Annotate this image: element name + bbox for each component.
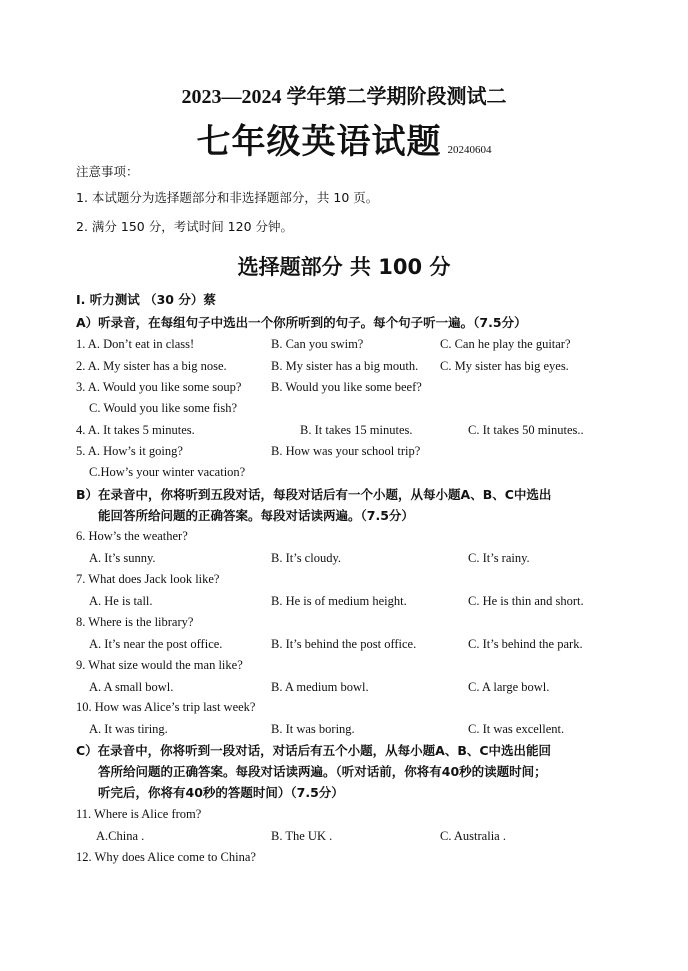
- q9-option-a: A. A small bowl.: [89, 680, 174, 694]
- note-item-2: 2. 满分 150 分，考试时间 120 分钟。: [76, 219, 294, 234]
- q10-option-b: B. It was boring.: [271, 722, 355, 736]
- q2-option-c: C. My sister has big eyes.: [440, 359, 569, 373]
- section-title: 选择题部分 共 100 分: [237, 255, 451, 279]
- q3-option-a: 3. A. Would you like some soup?: [76, 380, 242, 394]
- note-item-1: 1. 本试题分为选择题部分和非选择题部分，共 10 页。: [76, 190, 379, 205]
- q4-option-a: 4. A. It takes 5 minutes.: [76, 423, 195, 437]
- q7-question: 7. What does Jack look like?: [76, 572, 220, 586]
- partB-instruction-line1: B）在录音中，你将听到五段对话，每段对话后有一个小题，从每小题A、B、C中选出: [76, 487, 552, 502]
- q4-option-c: C. It takes 50 minutes..: [468, 423, 584, 437]
- exam-subtitle-row: [0, 114, 688, 163]
- q11-option-b: B. The UK .: [271, 829, 333, 843]
- q8-question: 8. Where is the library?: [76, 615, 194, 629]
- q8-option-c: C. It’s behind the park.: [468, 637, 583, 651]
- q11-option-a: A.China .: [96, 829, 145, 843]
- partB-instruction-line2: 能回答所给问题的正确答案。每段对话读两遍。（7.5分）: [98, 508, 414, 523]
- q7-option-b: B. He is of medium height.: [271, 594, 407, 608]
- q6-option-a: A. It’s sunny.: [89, 551, 156, 565]
- q7-option-a: A. He is tall.: [89, 594, 153, 608]
- q1-option-c: C. Can he play the guitar?: [440, 337, 571, 351]
- q5-option-c: C.How’s your winter vacation?: [89, 465, 246, 479]
- exam-title: 2023—2024 学年第二学期阶段测试二: [181, 86, 507, 108]
- q10-question: 10. How was Alice’s trip last week?: [76, 700, 256, 714]
- q9-option-b: B. A medium bowl.: [271, 680, 369, 694]
- q5-option-b: B. How was your school trip?: [271, 444, 421, 458]
- q4-option-b: B. It takes 15 minutes.: [300, 423, 413, 437]
- q6-option-c: C. It’s rainy.: [468, 551, 530, 565]
- q10-option-c: C. It was excellent.: [468, 722, 565, 736]
- q2-option-b: B. My sister has a big mouth.: [271, 359, 419, 373]
- q2-option-a: 2. A. My sister has a big nose.: [76, 359, 227, 373]
- q6-question: 6. How’s the weather?: [76, 529, 188, 543]
- partC-instruction-line3: 听完后，你将有40秒的答题时间）（7.5分）: [98, 785, 344, 800]
- exam-date-code: 20240604: [447, 144, 492, 156]
- notes-heading: 注意事项：: [76, 164, 139, 179]
- q3-option-b: B. Would you like some beef?: [271, 380, 422, 394]
- partA-instruction: A）听录音，在每组句子中选出一个你所听到的句子。每个句子听一遍。（7.5分）: [76, 315, 527, 330]
- q9-option-c: C. A large bowl.: [468, 680, 550, 694]
- q1-option-a: 1. A. Don’t eat in class!: [76, 337, 195, 351]
- q1-option-b: B. Can you swim?: [271, 337, 364, 351]
- exam-subtitle: 七年级英语试题: [196, 122, 442, 162]
- q5-option-a: 5. A. How’s it going?: [76, 444, 183, 458]
- q7-option-c: C. He is thin and short.: [468, 594, 584, 608]
- q10-option-a: A. It was tiring.: [89, 722, 168, 736]
- part1-heading: I. 听力测试 （30 分）蔡: [76, 292, 216, 307]
- q12-question: 12. Why does Alice come to China?: [76, 850, 256, 864]
- q11-option-c: C. Australia .: [440, 829, 506, 843]
- partC-instruction-line1: C）在录音中，你将听到一段对话，对话后有五个小题，从每小题A、B、C中选出能回: [76, 743, 552, 758]
- q8-option-a: A. It’s near the post office.: [89, 637, 223, 651]
- q3-option-c: C. Would you like some fish?: [89, 401, 238, 415]
- q9-question: 9. What size would the man like?: [76, 658, 243, 672]
- q6-option-b: B. It’s cloudy.: [271, 551, 342, 565]
- q8-option-b: B. It’s behind the post office.: [271, 637, 417, 651]
- partC-instruction-line2: 答所给问题的正确答案。每段对话读两遍。（听对话前，你将有40秒的读题时间；: [98, 764, 547, 779]
- q11-question: 11. Where is Alice from?: [76, 807, 202, 821]
